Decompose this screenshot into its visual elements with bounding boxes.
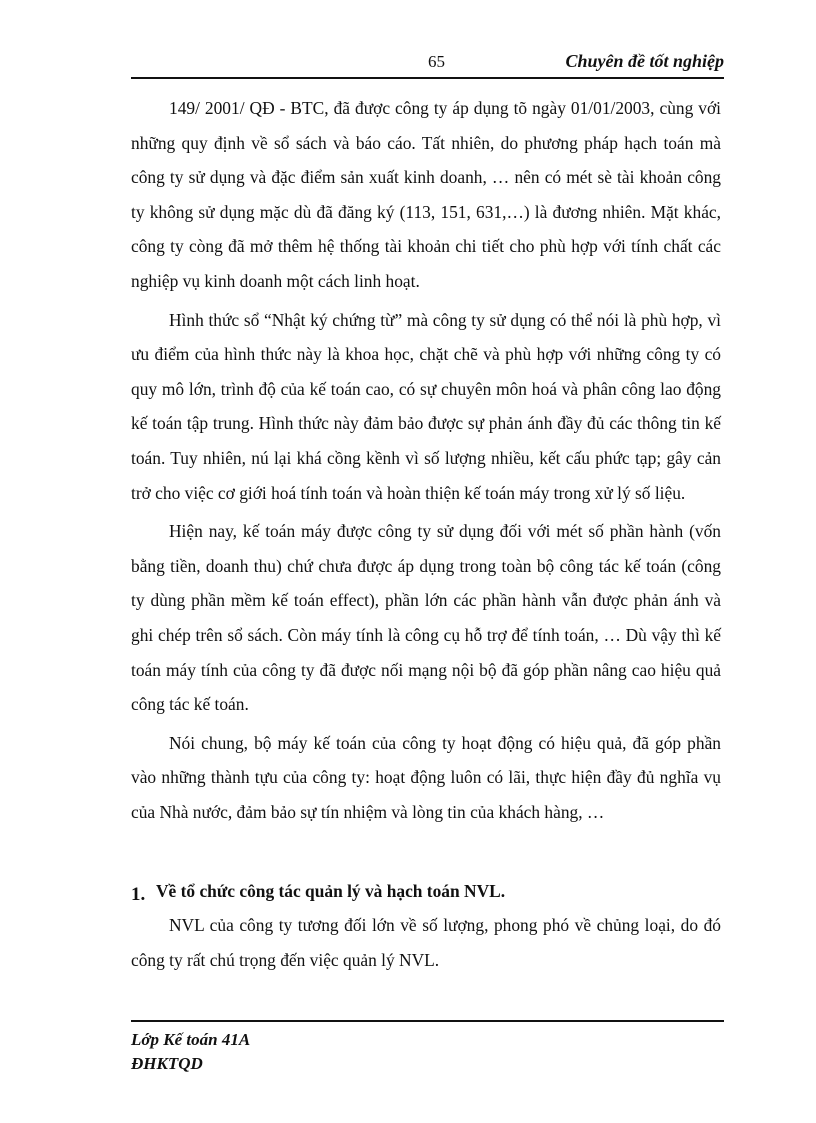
- page-header: [131, 48, 724, 78]
- paragraph-2: Hình thức sổ “Nhật ký chứng từ” mà công ty sử dụng có thể nói là phù hợp, vì ưu điểm của hình thức này là khoa học, chặt chẽ và phù hợp với những công ty có quy mô lớn, trình độ của kế toán cao, có sự chuyên môn hoá và phân công lao động kế toán tập trung. Hình thức này đảm bảo được sự phản ánh đầy đủ các thông tin kế toán. Tuy nhiên, nú lại khá cồng kềnh vì số lượng nhiều, kết cấu phức tạp; gây cản trở cho việc cơ giới hoá tính toán và hoàn thiện kế toán máy trong xử lý số liệu.: [131, 309, 721, 503]
- footer-university: ĐHKTQD: [131, 1054, 203, 1073]
- section-number: 1.: [131, 884, 146, 905]
- page-footer: [131, 1028, 250, 1076]
- body-text: [131, 91, 721, 833]
- header-divider: [131, 77, 724, 79]
- paragraph-1: 149/ 2001/ QĐ - BTC, đã được công ty áp dụng tõ ngày 01/01/2003, cùng với những quy định về sổ sách và báo cáo. Tất nhiên, do phương pháp hạch toán mà công ty sử dụng và đặc điểm sản xuất kinh doanh, … nên có mét sè tài khoản công ty không sử dụng mặc dù đã đăng ký (113, 151, 631,…) là đương nhiên. Mặt khác, công ty còng đã mở thêm hệ thống tài khoản chi tiết cho phù hợp với tính chất các nghiệp vụ kinh doanh một cách linh hoạt.: [131, 98, 721, 291]
- page-number: 65: [428, 52, 445, 71]
- section-paragraph: NVL của công ty tương đối lớn về số lượng, phong phó về chủng loại, do đó công ty rất chú trọng đến việc quản lý NVL.: [131, 915, 721, 970]
- footer-class: Lớp Kế toán 41A: [131, 1030, 251, 1049]
- section-heading: [131, 874, 721, 909]
- section-title: Về tổ chức công tác quản lý và hạch toán NVL.: [156, 881, 506, 901]
- document-title: Chuyên đề tốt nghiệp: [565, 51, 724, 71]
- paragraph-3: Hiện nay, kế toán máy được công ty sử dụng đối với mét số phần hành (vốn bằng tiền, doanh thu) chứ chưa được áp dụng trong toàn bộ công tác kế toán (công ty dùng phần mềm kế toán effect), phần lớn các phần hành vẫn được phản ánh và ghi chép trên sổ sách. Còn máy tính là công cụ hỗ trợ để tính toán, … Dù vậy thì kế toán máy tính của công ty đã được nối mạng nội bộ đã góp phần nâng cao hiệu quả công tác kế toán.: [131, 521, 721, 715]
- paragraph-4: Nói chung, bộ máy kế toán của công ty hoạt động có hiệu quả, đã góp phần vào những thành tựu của công ty: hoạt động luôn có lãi, thực hiện đầy đủ nghĩa vụ của Nhà nước, đảm bảo sự tín nhiệm và lòng tin của khách hàng, …: [131, 732, 721, 822]
- section-body: [131, 908, 721, 977]
- footer-divider: [131, 1020, 724, 1022]
